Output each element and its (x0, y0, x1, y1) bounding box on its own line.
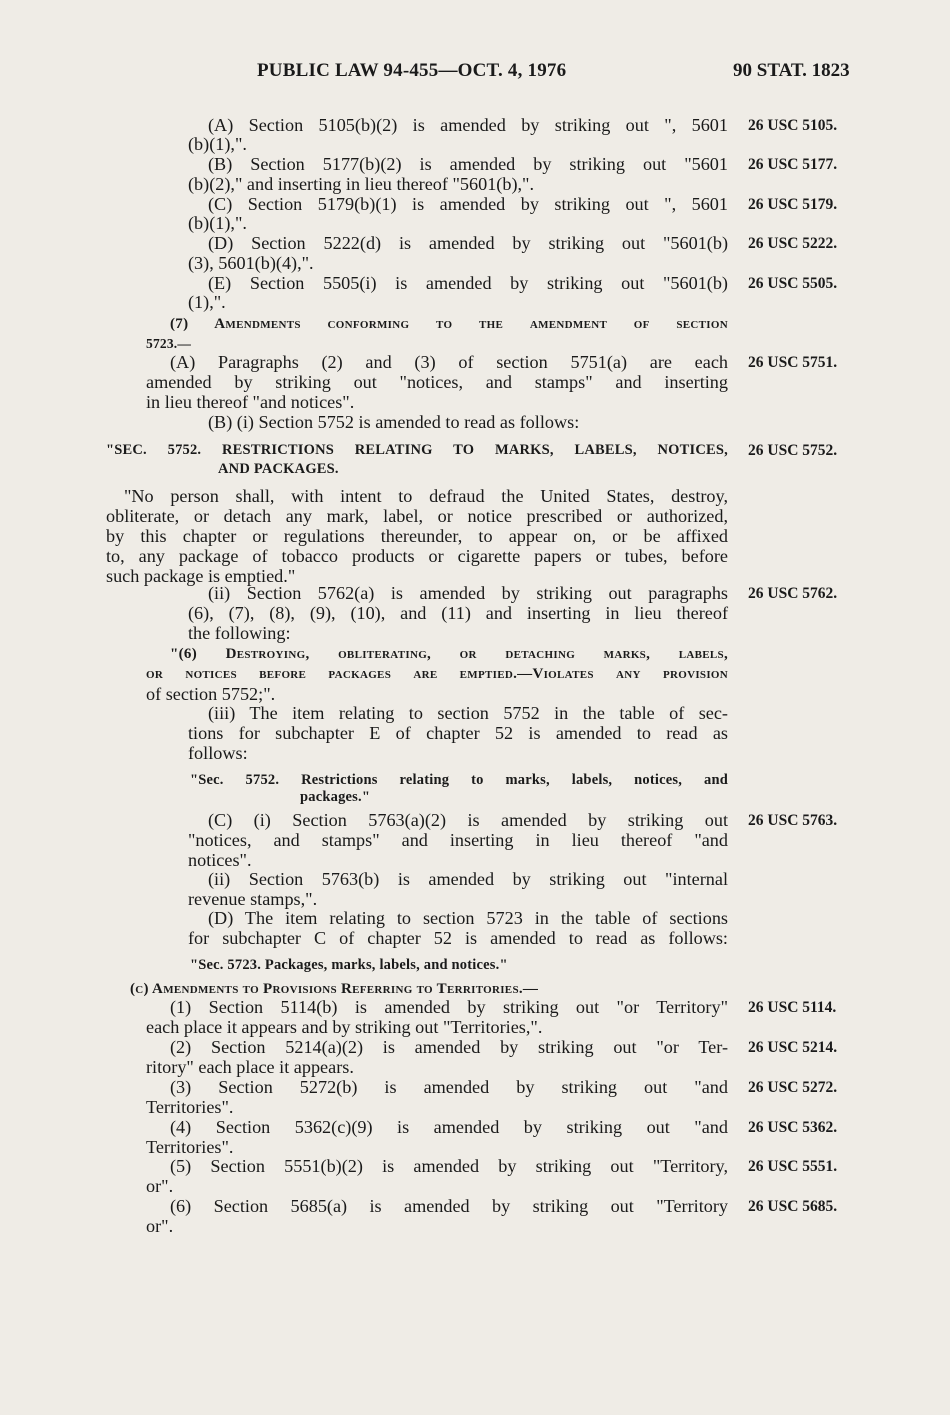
text-line: to, any package of tobacco products or cigarette papers or tubes, before (106, 546, 728, 566)
text-line: follows: (188, 743, 248, 763)
text-line: (6), (7), (8), (9), (10), and (11) and inserting in lieu thereof (188, 603, 728, 623)
text-line: or". (146, 1176, 174, 1196)
text-line: "notices, and stamps" and inserting in lieu thereof "and (188, 830, 728, 850)
text-line: "SEC. 5752. RESTRICTIONS RELATING TO MARKS, LABELS, NOTICES, (106, 442, 728, 458)
header-stat-citation: 90 STAT. 1823 (733, 60, 850, 81)
text-line: (7) Amendments conforming to the amendment of section (170, 316, 728, 332)
text-line: by this chapter or regulations thereunder, to appear on, or be affixed (106, 526, 728, 546)
text-line: AND PACKAGES. (218, 461, 339, 477)
text-line: or". (146, 1216, 174, 1236)
margin-citation: 26 USC 5179. (748, 196, 838, 213)
text-line: (B) (i) Section 5752 is amended to read as follows: (208, 412, 580, 432)
text-line: obliterate, or detach any mark, label, or notice prescribed or authorized, (106, 506, 728, 526)
text-line: (6) Section 5685(a) is amended by striking out "Territory (170, 1196, 728, 1216)
text-line: Territories". (146, 1137, 234, 1157)
text-line: tions for subchapter E of chapter 52 is amended to read as (188, 723, 728, 743)
text-line: of section 5752;". (146, 684, 276, 704)
text-line: (2) Section 5214(a)(2) is amended by striking out "or Ter- (170, 1037, 728, 1057)
text-line: the following: (188, 623, 291, 643)
text-line: (b)(1),". (188, 134, 247, 154)
margin-citation: 26 USC 5505. (748, 275, 838, 292)
text-line: (D) Section 5222(d) is amended by striking out "5601(b) (208, 233, 728, 253)
text-line: ritory" each place it appears. (146, 1057, 354, 1077)
text-line: 5723.— (146, 336, 192, 351)
text-line: (3), 5601(b)(4),". (188, 253, 314, 273)
margin-citation: 26 USC 5762. (748, 585, 838, 602)
margin-citation: 26 USC 5272. (748, 1079, 838, 1096)
text-line: such package is emptied." (106, 566, 296, 586)
header-title: PUBLIC LAW 94-455—OCT. 4, 1976 (257, 60, 567, 81)
margin-citation: 26 USC 5763. (748, 812, 838, 829)
text-line: for subchapter C of chapter 52 is amended to read as follows: (188, 928, 728, 948)
text-line: (D) The item relating to section 5723 in the table of sections (208, 908, 728, 928)
text-line: (1) Section 5114(b) is amended by striking out "or Territory" (170, 997, 728, 1017)
text-line: "No person shall, with intent to defraud the United States, destroy, (124, 486, 728, 506)
text-line: (ii) Section 5763(b) is amended by striking out "internal (208, 869, 728, 889)
margin-citation: 26 USC 5105. (748, 117, 838, 134)
text-line: (4) Section 5362(c)(9) is amended by striking out "and (170, 1117, 728, 1137)
text-line: (iii) The item relating to section 5752 in the table of sec- (208, 703, 728, 723)
text-line: or notices before packages are emptied.—Violates any provision (146, 666, 728, 682)
margin-citation: 26 USC 5685. (748, 1198, 838, 1215)
text-line: packages." (300, 789, 371, 805)
margin-citation: 26 USC 5751. (748, 354, 838, 371)
text-line: (E) Section 5505(i) is amended by striking out "5601(b) (208, 273, 728, 293)
text-line: (3) Section 5272(b) is amended by striking out "and (170, 1077, 728, 1097)
margin-citation: 26 USC 5222. (748, 235, 838, 252)
text-line: (ii) Section 5762(a) is amended by striking out paragraphs (208, 583, 728, 603)
margin-citation: 26 USC 5114. (748, 999, 837, 1016)
text-line: (5) Section 5551(b)(2) is amended by striking out "Territory, (170, 1156, 728, 1176)
margin-citation: 26 USC 5551. (748, 1158, 838, 1175)
text-line: (A) Section 5105(b)(2) is amended by striking out ", 5601 (208, 115, 728, 135)
margin-citation: 26 USC 5752. (748, 442, 838, 459)
text-line: amended by striking out "notices, and stamps" and inserting (146, 372, 728, 392)
text-line: (b)(2)," and inserting in lieu thereof "5601(b),". (188, 174, 535, 194)
page-header (0, 60, 950, 84)
text-line: "Sec. 5752. Restrictions relating to marks, labels, notices, and (190, 772, 728, 788)
text-line: each place it appears and by striking out "Territories,". (146, 1017, 543, 1037)
text-line: notices". (188, 850, 252, 870)
text-line: (b)(1),". (188, 213, 247, 233)
text-line: (C) (i) Section 5763(a)(2) is amended by striking out (208, 810, 728, 830)
text-line: in lieu thereof "and notices". (146, 392, 355, 412)
text-line: (c) Amendments to Provisions Referring to Territories.— (130, 981, 539, 997)
text-line: "(6) Destroying, obliterating, or detaching marks, labels, (170, 646, 728, 662)
margin-citation: 26 USC 5177. (748, 156, 838, 173)
margin-citation: 26 USC 5362. (748, 1119, 838, 1136)
margin-citation: 26 USC 5214. (748, 1039, 838, 1056)
text-line: revenue stamps,". (188, 889, 318, 909)
text-line: (1),". (188, 292, 226, 312)
text-line: "Sec. 5723. Packages, marks, labels, and notices." (190, 957, 508, 973)
text-line: (B) Section 5177(b)(2) is amended by striking out "5601 (208, 154, 728, 174)
text-line: (A) Paragraphs (2) and (3) of section 5751(a) are each (170, 352, 728, 372)
text-line: (C) Section 5179(b)(1) is amended by striking out ", 5601 (208, 194, 728, 214)
text-line: Territories". (146, 1097, 234, 1117)
